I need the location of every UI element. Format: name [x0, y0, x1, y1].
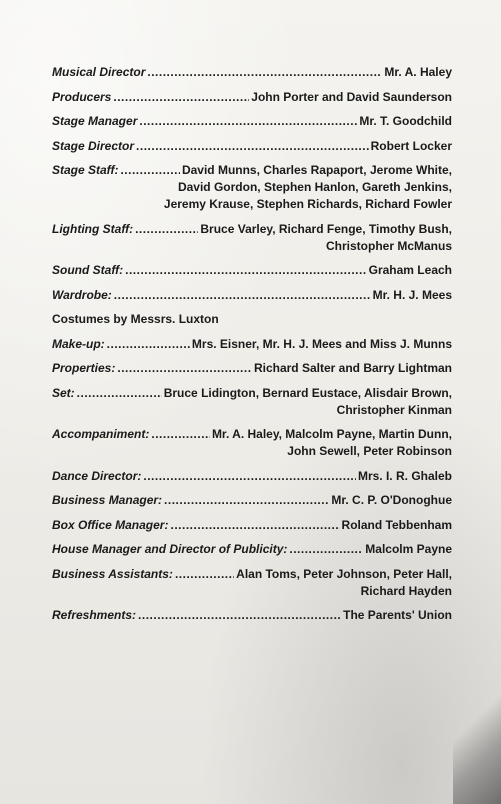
credit-entry [52, 336, 452, 353]
credit-names: The Parents' Union [343, 608, 452, 622]
credit-names: Mr. A. Haley [384, 65, 452, 79]
leader-dots [113, 89, 249, 106]
credit-role: Producers [52, 89, 112, 104]
credit-names: Alan Toms, Peter Johnson, Peter Hall, [236, 566, 452, 581]
credit-entry [52, 113, 452, 130]
credit-line [52, 566, 452, 583]
credit-entry [52, 221, 452, 255]
credit-entry [52, 262, 452, 279]
leader-dots [143, 468, 356, 485]
leader-dots [125, 262, 367, 279]
leader-dots [164, 492, 329, 509]
leader-dots [120, 162, 179, 179]
credit-names-continued: Christopher Kinman [336, 402, 452, 417]
credit-names: Mr. C. P. O'Donoghue [331, 493, 452, 507]
credit-role: House Manager and Director of Publicity: [52, 542, 288, 556]
page-corner-shadow [453, 694, 501, 804]
credit-names-continued: John Sewell, Peter Robinson [287, 444, 452, 458]
credit-line [52, 287, 452, 304]
credit-entry [52, 426, 452, 460]
leader-dots [139, 113, 357, 130]
credit-line [52, 360, 452, 377]
credit-role: Musical Director [52, 65, 146, 79]
credit-line [52, 113, 452, 130]
credit-names: Graham Leach [368, 263, 452, 277]
credit-entry [52, 468, 452, 485]
credit-line [52, 468, 452, 485]
credit-line [52, 89, 452, 106]
credit-line [52, 336, 452, 353]
credit-names: Mr. H. J. Mees [372, 287, 452, 302]
credit-names: Mrs. Eisner, Mr. H. J. Mees and Miss J. Munns [191, 336, 452, 351]
credit-role: Accompaniment: [52, 427, 150, 441]
credit-note: Costumes by Messrs. Luxton [52, 312, 219, 326]
credit-role: Stage Staff: [52, 163, 119, 177]
credit-role: Stage Manager [52, 114, 138, 128]
credit-line [52, 221, 452, 238]
credit-line [52, 162, 452, 179]
credit-names: John Porter and David Saunderson [251, 89, 452, 104]
leader-dots [135, 221, 198, 238]
credit-names: Roland Tebbenham [341, 517, 452, 532]
credit-line [52, 385, 452, 402]
credit-entry [52, 566, 452, 600]
credit-role: Set: [52, 385, 75, 400]
credit-role: Sound Staff: [52, 263, 124, 277]
credit-line [52, 541, 452, 558]
credits-list [52, 64, 452, 632]
credit-role: Refreshments: [52, 608, 137, 622]
credit-names: Robert Locker [370, 138, 452, 153]
leader-dots [175, 566, 234, 583]
credit-line [52, 426, 452, 443]
leader-dots [151, 426, 210, 443]
credit-names: Richard Salter and Barry Lightman [253, 361, 452, 375]
credit-entry [52, 162, 452, 213]
credit-names: Bruce Lidington, Bernard Eustace, Alisdair Brown, [163, 385, 452, 400]
credit-entry [52, 64, 452, 81]
credit-line [52, 517, 452, 534]
credit-entry [52, 607, 452, 624]
leader-dots [289, 541, 363, 558]
leader-dots [138, 607, 341, 624]
credit-role: Properties: [52, 361, 116, 375]
credit-line [52, 262, 452, 279]
credit-entry [52, 517, 452, 534]
leader-dots [117, 360, 252, 377]
leader-dots [77, 385, 162, 402]
credit-role: Wardrobe: [52, 287, 112, 302]
credit-names: Mr. T. Goodchild [359, 114, 452, 128]
credit-line [52, 492, 452, 509]
credit-entry [52, 89, 452, 106]
leader-dots [114, 287, 371, 304]
credit-names-continued: David Gordon, Stephen Hanlon, Gareth Jenkins, [177, 180, 452, 194]
credit-entry [52, 385, 452, 419]
credit-role: Business Manager: [52, 493, 163, 507]
credit-entry [52, 492, 452, 509]
credit-role: Make-up: [52, 336, 105, 351]
credit-line [52, 138, 452, 155]
credit-names: Bruce Varley, Richard Fenge, Timothy Bush, [200, 221, 452, 236]
leader-dots [107, 336, 190, 353]
credit-entry [52, 541, 452, 558]
credit-names-continued: Richard Hayden [360, 583, 452, 598]
credit-entry [52, 138, 452, 155]
credit-line [52, 607, 452, 624]
credit-role: Dance Director: [52, 468, 142, 483]
leader-dots [147, 64, 382, 81]
credit-names-continued: Christopher McManus [325, 238, 452, 253]
credit-names-continued: Jeremy Krause, Stephen Richards, Richard Fowler [163, 197, 452, 211]
credit-entry [52, 311, 452, 328]
credit-names: Mr. A. Haley, Malcolm Payne, Martin Dunn, [211, 427, 452, 441]
leader-dots [170, 517, 339, 534]
credit-names: Malcolm Payne [365, 542, 452, 556]
credit-role: Business Assistants: [52, 566, 173, 581]
credit-entry [52, 287, 452, 304]
credit-names: David Munns, Charles Rapaport, Jerome White, [181, 163, 452, 177]
credit-role: Lighting Staff: [52, 221, 134, 236]
credit-names: Mrs. I. R. Ghaleb [357, 468, 452, 483]
credit-role: Box Office Manager: [52, 517, 169, 532]
leader-dots [136, 138, 369, 155]
credit-entry [52, 360, 452, 377]
credit-line [52, 64, 452, 81]
credit-role: Stage Director [52, 138, 135, 153]
